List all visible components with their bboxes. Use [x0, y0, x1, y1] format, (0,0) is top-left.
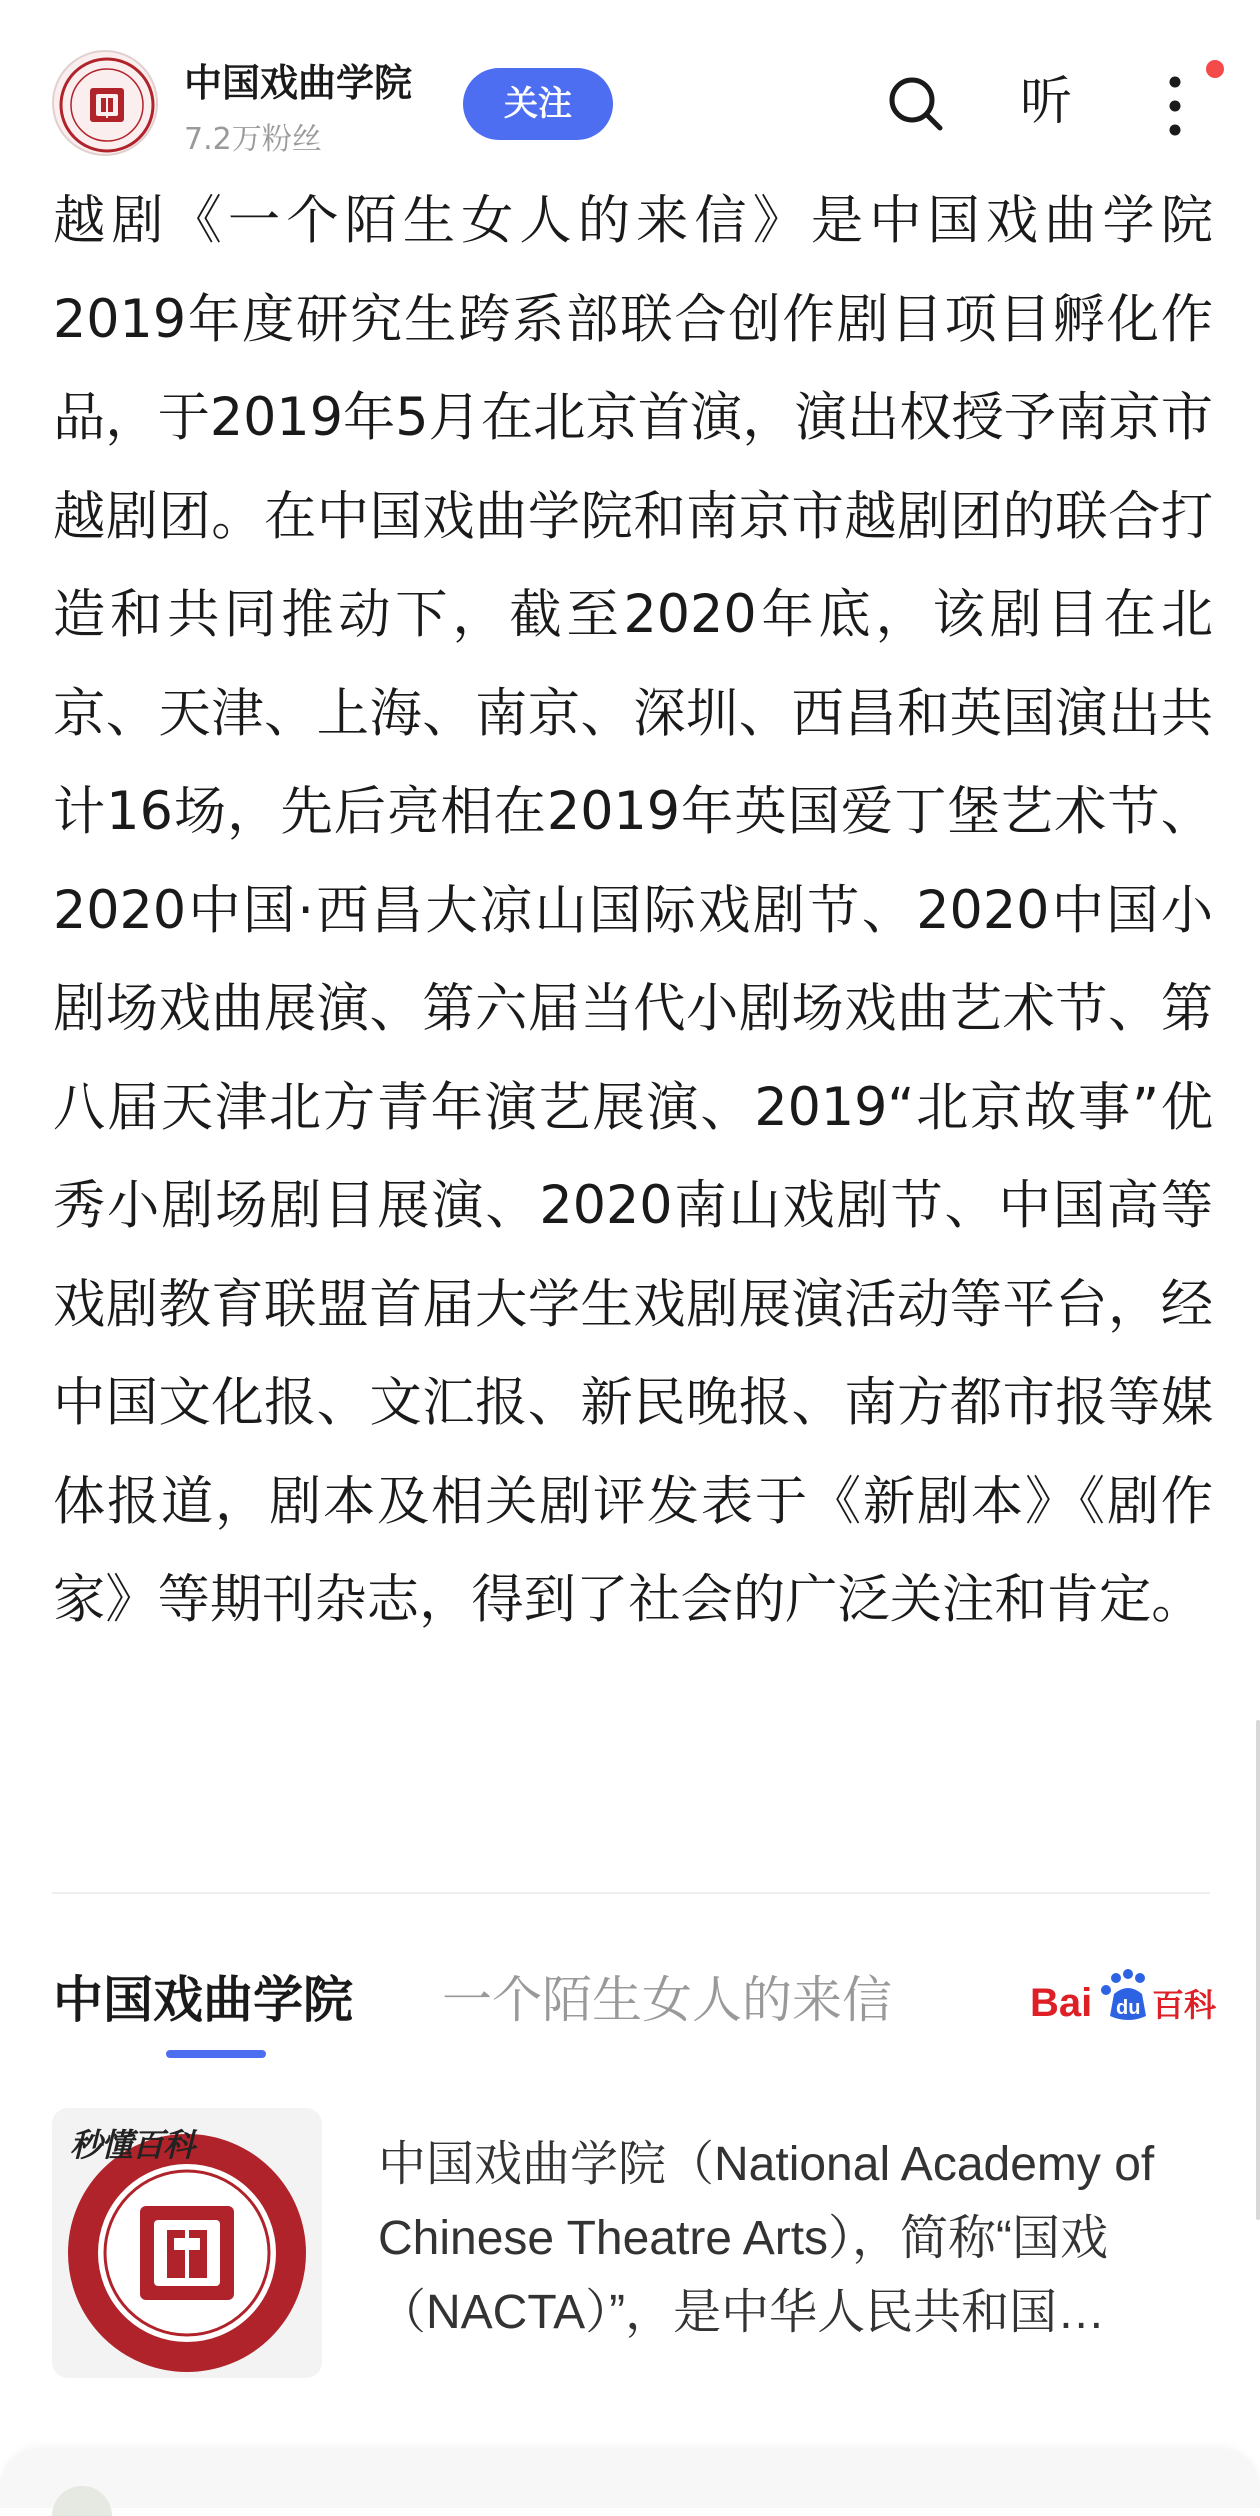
account-avatar[interactable]	[52, 50, 158, 156]
more-button[interactable]	[1160, 66, 1190, 146]
fans-count: 7.2万粉丝	[184, 122, 322, 157]
baidu-baike-logo	[1030, 1968, 1216, 2028]
search-icon	[886, 74, 946, 134]
section-divider	[52, 1892, 1210, 1894]
svg-text:du: du	[1116, 1997, 1141, 2019]
active-tab-indicator	[166, 2050, 266, 2058]
scrollbar-thumb[interactable]	[1256, 1720, 1260, 2220]
tab-play-title[interactable]: 一个陌生女人的来信	[442, 1971, 892, 2029]
notification-dot	[1206, 60, 1224, 78]
follow-button[interactable]: 关注	[463, 68, 613, 140]
svg-text:百科: 百科	[1152, 1986, 1216, 2024]
article-body: 越剧《一个陌生女人的来信》是中国戏曲学院2019年度研究生跨系部联合创作剧目项目孵化作品，于2019年5月在北京首演，演出权授予南京市越剧团。在中国戏曲学院和南京市越剧团的联合打造和共同推动下，截至2020年底，该剧目在北京、天津、上海、南京、深圳、西昌和英国演出共计16场，先后亮相在2019年英国爱丁堡艺术节、2020中国·西昌大凉山国际戏剧节、2020中国小剧场戏曲展演、第六届当代小剧场戏曲艺术节、第八届天津北方青年演艺展演、2019“北京故事”优秀小剧场剧目展演、2020南山戏剧节、中国高等戏剧教育联盟首届大学生戏剧展演活动等平台，经中国文化报、文汇报、新民晚报、南方都市报等媒体报道，剧本及相关剧评发表于《新剧本》《剧作家》等期刊杂志，得到了社会的广泛关注和肯定。	[53, 190, 1214, 1630]
account-name[interactable]: 中国戏曲学院	[184, 61, 413, 105]
miaodong-baike-tag: 秒懂百科	[70, 2126, 195, 2164]
tab-academy[interactable]: 中国戏曲学院	[53, 1971, 353, 2029]
more-vertical-icon	[1160, 66, 1190, 146]
next-card-peek	[0, 2448, 1260, 2508]
baike-summary[interactable]: 中国戏曲学院（National Academy of Chinese Theatre Arts），简称“国戏（NACTA）”，是中华人民共和国…	[378, 2138, 1155, 2339]
listen-button[interactable]: 听	[1020, 72, 1073, 132]
account-header	[0, 0, 1260, 175]
search-button[interactable]	[886, 74, 946, 134]
baike-thumbnail[interactable]	[52, 2108, 322, 2378]
academy-seal-icon	[54, 52, 160, 158]
svg-text:Bai: Bai	[1030, 1981, 1093, 2025]
